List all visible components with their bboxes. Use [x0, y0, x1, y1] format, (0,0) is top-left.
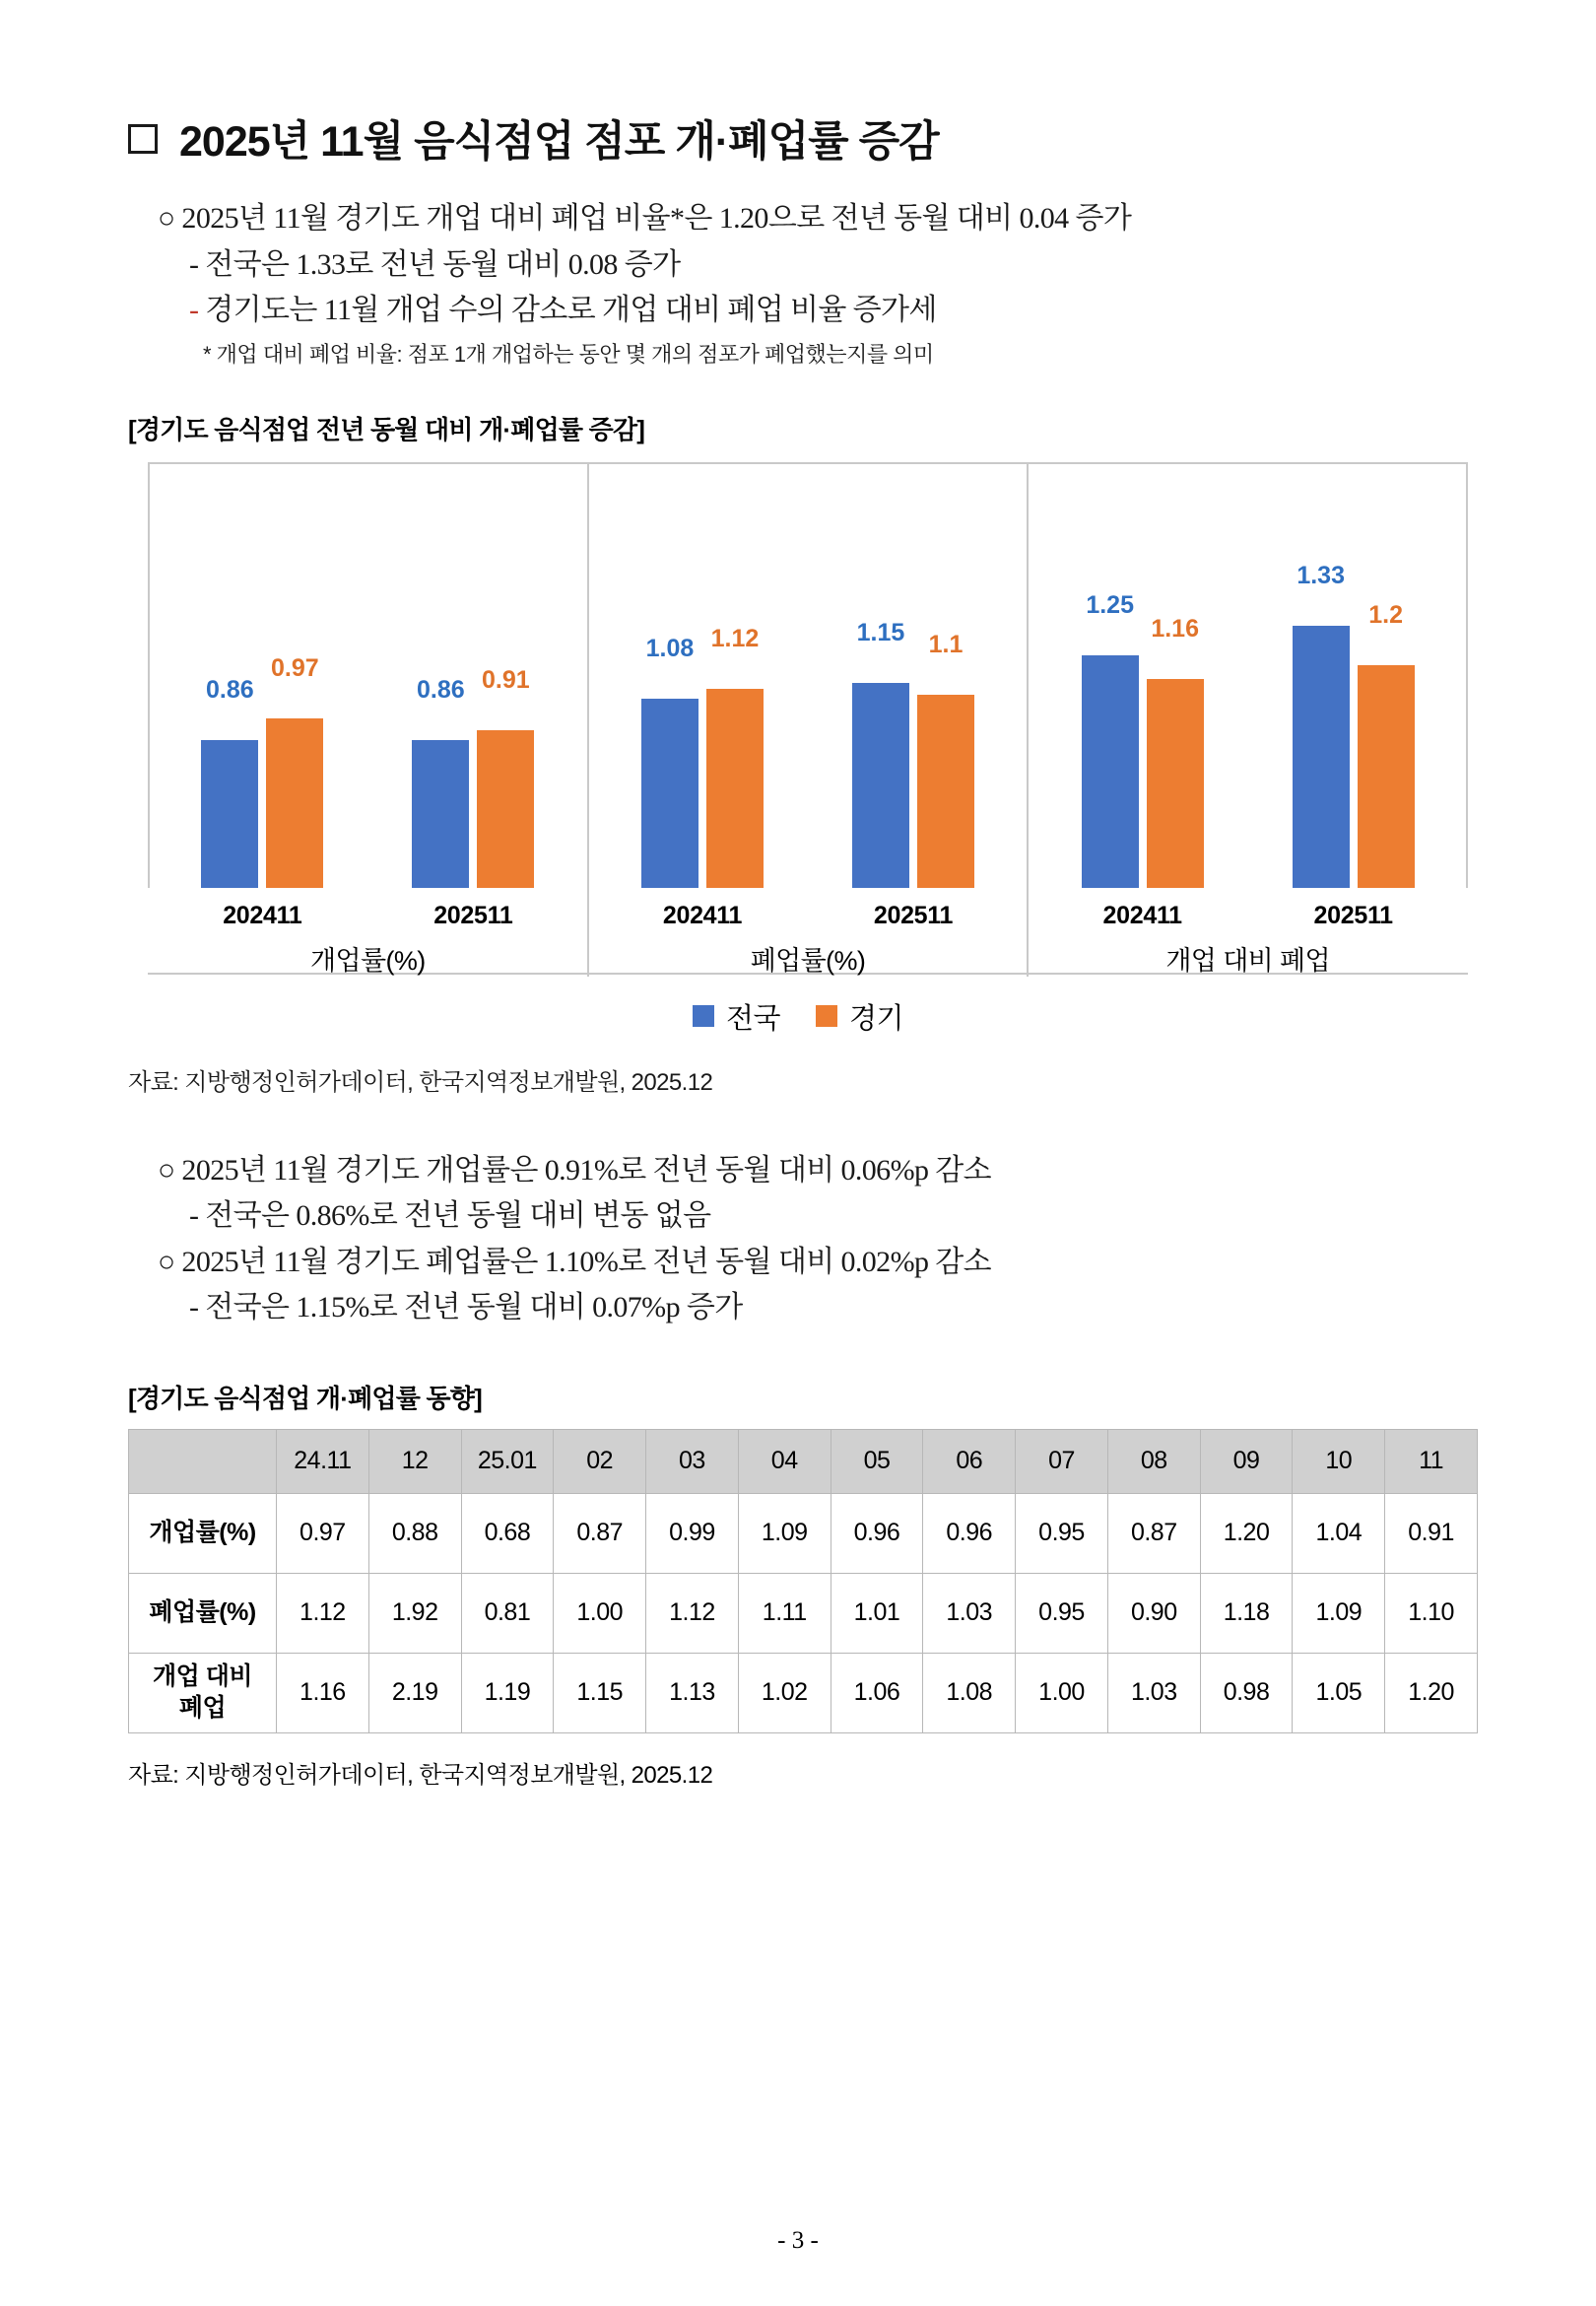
bullet-item: ○ 2025년 11월 경기도 폐업률은 1.10%로 전년 동월 대비 0.02%p 감소: [158, 1245, 992, 1278]
table-cell: 1.06: [831, 1653, 923, 1732]
chart-bar-blue: [201, 464, 258, 888]
table-cell: 1.02: [738, 1653, 831, 1732]
bar-value-label: 1.08: [645, 634, 695, 662]
table-cell: 1.10: [1385, 1573, 1478, 1653]
bullet-item: - 전국은 0.86%로 전년 동월 대비 변동 없음: [189, 1199, 711, 1232]
table-cell: 0.95: [1016, 1573, 1108, 1653]
table-col-header: 02: [554, 1429, 646, 1493]
axis-group: [148, 890, 588, 930]
table-col-header: 10: [1293, 1429, 1385, 1493]
axis-group: [1028, 890, 1468, 930]
chart-bar-pair: [1293, 464, 1415, 888]
bar-value-label: 0.97: [270, 653, 319, 682]
table-col-header: 03: [646, 1429, 739, 1493]
chart-legend: [118, 996, 1478, 1037]
bar: [412, 740, 469, 888]
bar-value-label: 0.91: [481, 665, 530, 694]
table-col-header: 24.11: [277, 1429, 369, 1493]
page-title-text: 2025년 11월 음식점업 점포 개·폐업률 증감: [179, 118, 939, 166]
table-cell: 0.88: [368, 1493, 461, 1573]
table-col-header: 09: [1200, 1429, 1293, 1493]
chart-bar-pair: [412, 464, 534, 888]
table-row-header: 개업 대비 폐업: [129, 1653, 277, 1732]
table-cell: 0.97: [277, 1493, 369, 1573]
legend-swatch-icon: [816, 1005, 837, 1027]
axis-tick-label: 202411: [662, 901, 743, 929]
table-source: 자료: 지방행정인허가데이터, 한국지역정보개발원, 2025.12: [128, 1761, 713, 1789]
trend-table: [128, 1429, 1478, 1733]
table-col-header: 05: [831, 1429, 923, 1493]
bar-value-label: 0.86: [416, 675, 465, 704]
footnote: * 개업 대비 폐업 비율: 점포 1개 개업하는 동안 몇 개의 점포가 폐업했는지를 의미: [203, 341, 934, 367]
chart-bar-pair: [852, 464, 974, 888]
table-cell: 1.12: [277, 1573, 369, 1653]
table-col-header: 11: [1385, 1429, 1478, 1493]
table-cell: 0.99: [646, 1493, 739, 1573]
table-cell: 0.87: [554, 1493, 646, 1573]
chart-bar-blue: [641, 464, 698, 888]
bar: [1293, 626, 1350, 888]
table-cell: 1.12: [646, 1573, 739, 1653]
table-cell: 0.87: [1107, 1493, 1200, 1573]
table-row-header: 폐업률(%): [129, 1573, 277, 1653]
axis-group: [588, 890, 1029, 930]
chart-bar-pair: [1082, 464, 1204, 888]
chart-bar-blue: [1293, 464, 1350, 888]
bar: [1358, 665, 1415, 888]
table-col-header: 06: [923, 1429, 1016, 1493]
chart-bar-blue: [412, 464, 469, 888]
group-label: 개업률(%): [310, 945, 426, 976]
table-cell: 1.13: [646, 1653, 739, 1732]
table-cell: 0.96: [923, 1493, 1016, 1573]
chart-plot-area: [148, 464, 1468, 888]
table-cell: 0.96: [831, 1493, 923, 1573]
group-label: 개업 대비 폐업: [1165, 945, 1331, 976]
table-cell: 0.81: [461, 1573, 554, 1653]
bar-value-label: 1.1: [928, 630, 964, 658]
chart-bar-orange: [706, 464, 764, 888]
chart-group-labels: [148, 939, 1468, 978]
chart-bar-pair: [641, 464, 764, 888]
chart-x-axis: [148, 890, 1468, 930]
legend-swatch-icon: [693, 1005, 714, 1027]
table-row: [129, 1653, 1478, 1732]
page-number: - 3 -: [777, 2227, 819, 2254]
bar-value-label: 1.12: [710, 624, 760, 652]
table-cell: 1.04: [1293, 1493, 1385, 1573]
axis-tick-label: 202411: [223, 901, 302, 929]
square-bullet-icon: [128, 124, 158, 154]
bullet-item: - 전국은 1.15%로 전년 동월 대비 0.07%p 증가: [189, 1291, 743, 1323]
table-col-header: 12: [368, 1429, 461, 1493]
table-col-header: 08: [1107, 1429, 1200, 1493]
bar: [477, 730, 534, 888]
table-cell: 1.09: [738, 1493, 831, 1573]
table-row: [129, 1573, 1478, 1653]
chart-caption: [경기도 음식점업 전년 동월 대비 개·폐업률 증감]: [128, 414, 645, 444]
bar-value-label: 0.86: [205, 675, 254, 704]
table-cell: 1.08: [923, 1653, 1016, 1732]
table-cell: 1.00: [1016, 1653, 1108, 1732]
table-cell: 1.03: [923, 1573, 1016, 1653]
chart-bar-orange: [1147, 464, 1204, 888]
bar: [1147, 679, 1204, 888]
bar: [917, 695, 974, 888]
bar-value-label: 1.33: [1297, 561, 1345, 589]
chart-bar-pair: [201, 464, 323, 888]
chart-group-close-per-open: [1028, 464, 1468, 888]
legend-label: 경기: [849, 1002, 904, 1035]
table-cell: 1.16: [277, 1653, 369, 1732]
bullet-item: ○ 2025년 11월 경기도 개업률은 0.91%로 전년 동월 대비 0.06%p 감소: [158, 1153, 992, 1187]
bar-value-label: 1.16: [1151, 614, 1199, 643]
bar-chart: [148, 462, 1468, 975]
axis-tick-label: 202411: [1102, 901, 1182, 929]
table-cell: 1.09: [1293, 1573, 1385, 1653]
table-cell: 1.18: [1200, 1573, 1293, 1653]
table-cell: 1.92: [368, 1573, 461, 1653]
table-caption: [경기도 음식점업 개·폐업률 동향]: [128, 1383, 482, 1413]
chart-group-close-rate: [588, 464, 1029, 888]
bar: [852, 683, 909, 888]
table-cell: 1.15: [554, 1653, 646, 1732]
table-col-header: 25.01: [461, 1429, 554, 1493]
table-cell: 1.03: [1107, 1653, 1200, 1732]
bullet-item: - 전국은 1.33로 전년 동월 대비 0.08 증가: [189, 247, 681, 281]
table-cell: 0.90: [1107, 1573, 1200, 1653]
table-cell: 1.20: [1385, 1653, 1478, 1732]
legend-item-gyeonggi: [816, 996, 903, 1037]
bar-value-label: 1.2: [1368, 600, 1404, 629]
chart-bar-blue: [1082, 464, 1139, 888]
table-cell: 1.01: [831, 1573, 923, 1653]
bar: [706, 689, 764, 888]
chart-group-open-rate: [148, 464, 588, 888]
bar: [1082, 655, 1139, 888]
table-cell: 0.91: [1385, 1493, 1478, 1573]
legend-label: 전국: [725, 1002, 780, 1035]
table-cell: 0.98: [1200, 1653, 1293, 1732]
table-row: [129, 1493, 1478, 1573]
chart-bar-orange: [1358, 464, 1415, 888]
axis-tick-label: 202511: [1313, 901, 1393, 929]
chart-bar-orange: [477, 464, 534, 888]
table-corner-cell: [129, 1429, 277, 1493]
table-cell: 0.95: [1016, 1493, 1108, 1573]
table-cell: 1.19: [461, 1653, 554, 1732]
chart-bar-orange: [266, 464, 323, 888]
bullet-item: - 경기도는 11월 개업 수의 감소로 개업 대비 폐업 비율 증가세: [189, 294, 937, 326]
page-title: [128, 108, 1478, 169]
bar: [641, 699, 698, 888]
bullet-item: ○ 2025년 11월 경기도 개업 대비 폐업 비율*은 1.20으로 전년 동월 대비 0.04 증가: [158, 202, 1132, 235]
group-label: 폐업률(%): [750, 945, 866, 976]
table-header-row: [129, 1429, 1478, 1493]
axis-tick-label: 202511: [873, 901, 954, 929]
bar-value-label: 1.15: [856, 618, 905, 646]
chart-bar-blue: [852, 464, 909, 888]
table-col-header: 07: [1016, 1429, 1108, 1493]
top-bullet-list: [148, 196, 1478, 369]
bottom-bullet-list: [148, 1148, 1478, 1331]
chart-bar-orange: [917, 464, 974, 888]
bar: [266, 718, 323, 888]
table-cell: 1.05: [1293, 1653, 1385, 1732]
legend-item-nationwide: [693, 996, 780, 1037]
bar-value-label: 1.25: [1086, 590, 1134, 619]
table-cell: 1.20: [1200, 1493, 1293, 1573]
axis-tick-label: 202511: [433, 901, 513, 929]
bar: [201, 740, 258, 888]
table-cell: 1.11: [738, 1573, 831, 1653]
table-cell: 0.68: [461, 1493, 554, 1573]
table-row-header: 개업률(%): [129, 1493, 277, 1573]
table-col-header: 04: [738, 1429, 831, 1493]
chart-source: 자료: 지방행정인허가데이터, 한국지역정보개발원, 2025.12: [128, 1068, 713, 1096]
table-cell: 2.19: [368, 1653, 461, 1732]
table-cell: 1.00: [554, 1573, 646, 1653]
